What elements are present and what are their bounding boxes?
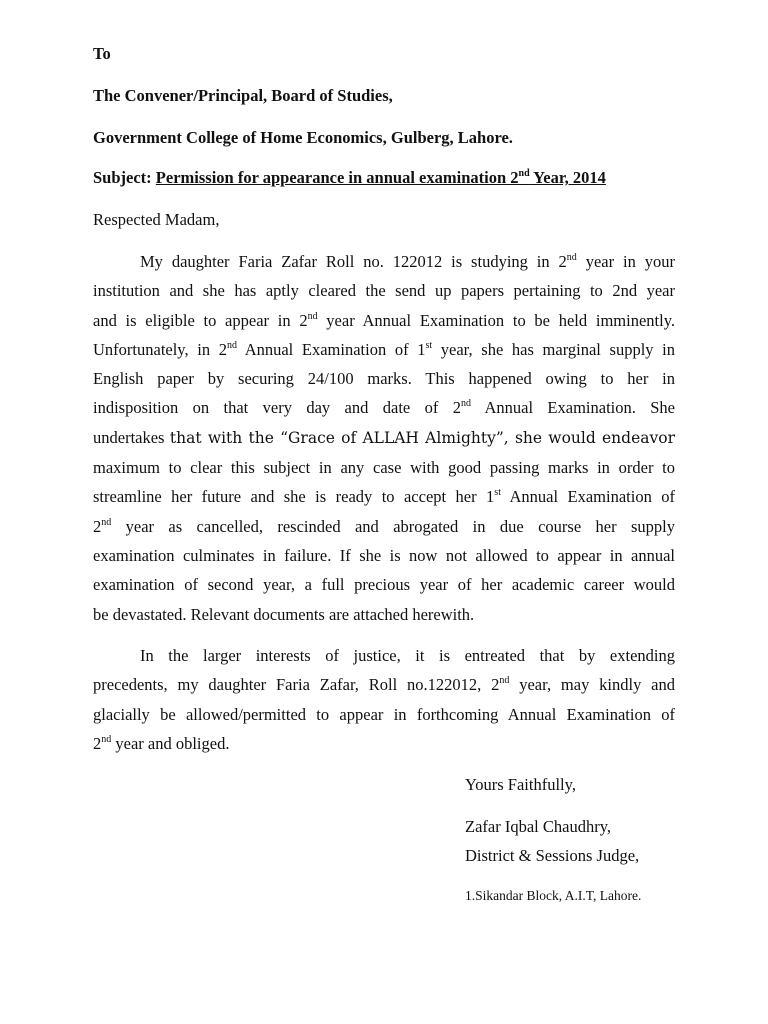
body1-line: indisposition on that very day and date of 2nd Annual Examination. She — [93, 398, 675, 418]
body1-line: be devastated. Relevant documents are attached herewith. — [93, 604, 475, 624]
recipient-line-2: Government College of Home Economics, Gulberg, Lahore. — [93, 128, 513, 147]
signer-title: District & Sessions Judge, — [465, 846, 640, 865]
recipient-line-1: The Convener/Principal, Board of Studies, — [93, 86, 393, 105]
body1-line: examination of second year, a full precious year of her academic career would — [93, 575, 675, 595]
body2-line: precedents, my daughter Faria Zafar, Roll no.122012, 2nd year, may kindly and — [93, 675, 675, 695]
body1-line: English paper by securing 24/100 marks. This happened owing to her in — [93, 369, 675, 389]
body-paragraph-1 — [93, 247, 675, 629]
signer-address: 1.Sikandar Block, A.I.T, Lahore. — [465, 888, 642, 903]
body1-line: Unfortunately, in 2nd Annual Examination of 1st year, she has marginal supply in — [93, 339, 675, 359]
body1-line: maximum to clear this subject in any case with good passing marks in order to — [93, 458, 675, 478]
subject-text — [156, 168, 606, 187]
subject-line — [93, 168, 606, 188]
body2-line: glacially be allowed/permitted to appear in forthcoming Annual Examination of — [93, 704, 675, 724]
to-heading: To — [93, 44, 111, 63]
subject-text-post: Year, 2014 — [529, 168, 606, 187]
emphasized-pledge: that with the “Grace of ALLAH Almighty”, she would endeavor — [169, 428, 675, 447]
body-paragraph-2 — [93, 641, 675, 758]
body1-line: institution and she has aptly cleared the send up papers pertaining to 2nd year — [93, 281, 675, 301]
body1-line: streamline her future and she is ready to accept her 1st Annual Examination of — [93, 487, 675, 507]
body1-line: and is eligible to appear in 2nd year Annual Examination to be held imminently. — [93, 310, 675, 330]
closing: Yours Faithfully, — [465, 775, 576, 794]
body1-line: undertakes that with the “Grace of ALLAH Almighty”, she would endeavor — [93, 427, 675, 447]
subject-text-pre: Permission for appearance in annual examination 2 — [155, 168, 519, 187]
salutation: Respected Madam, — [93, 210, 220, 229]
body1-line: My daughter Faria Zafar Roll no. 122012 is studying in 2nd year in your — [140, 252, 675, 271]
body1-line: examination culminates in failure. If she is now not allowed to appear in annual — [93, 545, 675, 565]
body2-line: 2nd year and obliged. — [93, 733, 230, 753]
subject-label: Subject: — [93, 168, 152, 187]
body2-line: In the larger interests of justice, it is entreated that by extending — [140, 646, 675, 665]
subject-sup: nd — [518, 168, 530, 179]
signer-name: Zafar Iqbal Chaudhry, — [465, 817, 611, 836]
body1-line: 2nd year as cancelled, rescinded and abrogated in due course her supply — [93, 516, 675, 536]
